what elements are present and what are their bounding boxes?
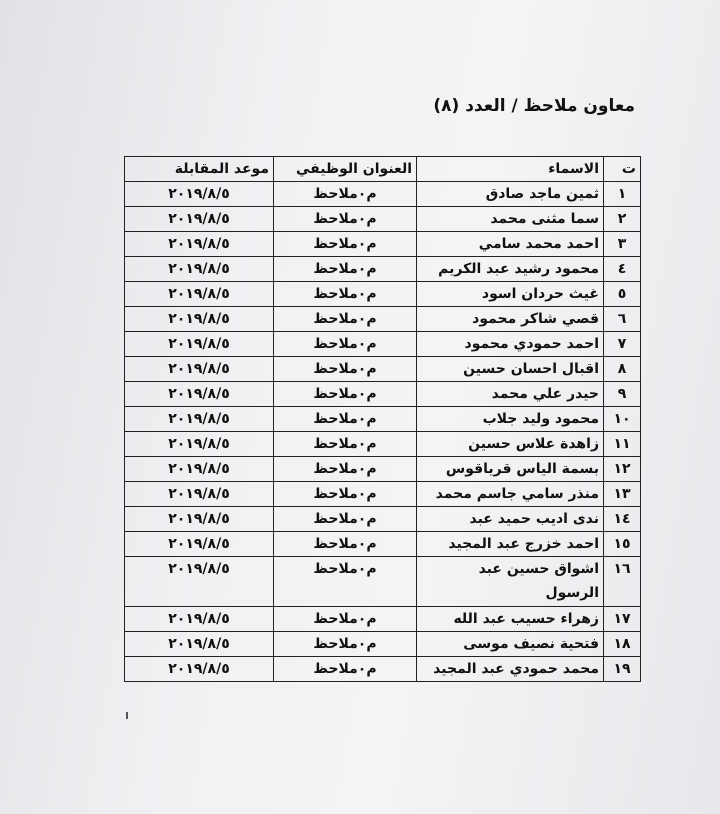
row-title: م٠ملاحظ — [274, 507, 417, 532]
table-row — [125, 482, 641, 507]
row-title: م٠ملاحظ — [274, 432, 417, 457]
row-date: ٢٠١٩/٨/٥ — [125, 332, 274, 357]
row-title: م٠ملاحظ — [274, 632, 417, 657]
row-date: ٢٠١٩/٨/٥ — [125, 182, 274, 207]
row-no: ١٥ — [604, 532, 641, 557]
table-row — [125, 657, 641, 682]
row-title: م٠ملاحظ — [274, 607, 417, 632]
row-no: ١٣ — [604, 482, 641, 507]
table-row — [125, 182, 641, 207]
row-name: اقبال احسان حسين — [417, 357, 604, 382]
row-title: م٠ملاحظ — [274, 357, 417, 382]
row-title: م٠ملاحظ — [274, 182, 417, 207]
row-date: ٢٠١٩/٨/٥ — [125, 432, 274, 457]
row-no: ٦ — [604, 307, 641, 332]
row-name: قصي شاكر محمود — [417, 307, 604, 332]
header-no: ت — [604, 157, 641, 182]
row-name: فتحية نصيف موسى — [417, 632, 604, 657]
table-row — [125, 557, 641, 607]
row-name: بسمة الياس قرياقوس — [417, 457, 604, 482]
row-date: ٢٠١٩/٨/٥ — [125, 507, 274, 532]
paper-speck — [126, 712, 128, 719]
row-title: م٠ملاحظ — [274, 457, 417, 482]
row-no: ١٤ — [604, 507, 641, 532]
table-row — [125, 532, 641, 557]
table-row — [125, 207, 641, 232]
row-name: محمود رشيد عبد الكريم — [417, 257, 604, 282]
table-row — [125, 607, 641, 632]
table-row — [125, 382, 641, 407]
row-date: ٢٠١٩/٨/٥ — [125, 482, 274, 507]
row-date: ٢٠١٩/٨/٥ — [125, 457, 274, 482]
row-date: ٢٠١٩/٨/٥ — [125, 357, 274, 382]
row-date: ٢٠١٩/٨/٥ — [125, 632, 274, 657]
row-no: ٩ — [604, 382, 641, 407]
table-row — [125, 232, 641, 257]
row-name: محمود وليد جلاب — [417, 407, 604, 432]
row-no: ٣ — [604, 232, 641, 257]
row-name: زاهدة علاس حسين — [417, 432, 604, 457]
row-date: ٢٠١٩/٨/٥ — [125, 557, 274, 607]
row-date: ٢٠١٩/٨/٥ — [125, 257, 274, 282]
row-name: حيدر علي محمد — [417, 382, 604, 407]
row-date: ٢٠١٩/٨/٥ — [125, 232, 274, 257]
row-name: اشواق حسين عبد الرسول — [417, 557, 604, 607]
row-date: ٢٠١٩/٨/٥ — [125, 282, 274, 307]
row-date: ٢٠١٩/٨/٥ — [125, 657, 274, 682]
row-no: ١٠ — [604, 407, 641, 432]
row-title: م٠ملاحظ — [274, 257, 417, 282]
table-row — [125, 332, 641, 357]
row-title: م٠ملاحظ — [274, 482, 417, 507]
row-title: م٠ملاحظ — [274, 332, 417, 357]
row-name: غيث حردان اسود — [417, 282, 604, 307]
header-name: الاسماء — [417, 157, 604, 182]
row-title: م٠ملاحظ — [274, 557, 417, 607]
row-title: م٠ملاحظ — [274, 232, 417, 257]
row-no: ١٦ — [604, 557, 641, 607]
header-title: العنوان الوظيفي — [274, 157, 417, 182]
row-no: ١١ — [604, 432, 641, 457]
row-title: م٠ملاحظ — [274, 382, 417, 407]
table-row — [125, 457, 641, 482]
header-date: موعد المقابلة — [125, 157, 274, 182]
table-row — [125, 307, 641, 332]
row-name: سما مثنى محمد — [417, 207, 604, 232]
table-row — [125, 432, 641, 457]
row-date: ٢٠١٩/٨/٥ — [125, 532, 274, 557]
row-title: م٠ملاحظ — [274, 207, 417, 232]
row-no: ١٧ — [604, 607, 641, 632]
row-title: م٠ملاحظ — [274, 307, 417, 332]
table-row — [125, 507, 641, 532]
page-heading: معاون ملاحظ / العدد (٨) — [433, 96, 635, 116]
row-no: ٧ — [604, 332, 641, 357]
row-name: محمد حمودي عبد المجيد — [417, 657, 604, 682]
table-header-row — [125, 157, 641, 182]
row-date: ٢٠١٩/٨/٥ — [125, 207, 274, 232]
row-no: ٢ — [604, 207, 641, 232]
row-date: ٢٠١٩/٨/٥ — [125, 607, 274, 632]
row-no: ١٩ — [604, 657, 641, 682]
table-row — [125, 282, 641, 307]
row-no: ١٨ — [604, 632, 641, 657]
row-no: ٤ — [604, 257, 641, 282]
names-table — [124, 156, 641, 682]
row-name: احمد خزرج عبد المجيد — [417, 532, 604, 557]
row-title: م٠ملاحظ — [274, 282, 417, 307]
row-no: ١٢ — [604, 457, 641, 482]
table-row — [125, 357, 641, 382]
row-date: ٢٠١٩/٨/٥ — [125, 382, 274, 407]
row-name: احمد حمودي محمود — [417, 332, 604, 357]
row-no: ٥ — [604, 282, 641, 307]
row-title: م٠ملاحظ — [274, 407, 417, 432]
row-no: ٨ — [604, 357, 641, 382]
table-row — [125, 632, 641, 657]
row-name: ندى اديب حميد عبد — [417, 507, 604, 532]
row-no: ١ — [604, 182, 641, 207]
row-title: م٠ملاحظ — [274, 532, 417, 557]
row-title: م٠ملاحظ — [274, 657, 417, 682]
table-row — [125, 257, 641, 282]
row-name: منذر سامي جاسم محمد — [417, 482, 604, 507]
table-row — [125, 407, 641, 432]
row-name: احمد محمد سامي — [417, 232, 604, 257]
row-date: ٢٠١٩/٨/٥ — [125, 407, 274, 432]
row-name: زهراء حسيب عبد الله — [417, 607, 604, 632]
row-name: ثمين ماجد صادق — [417, 182, 604, 207]
row-date: ٢٠١٩/٨/٥ — [125, 307, 274, 332]
